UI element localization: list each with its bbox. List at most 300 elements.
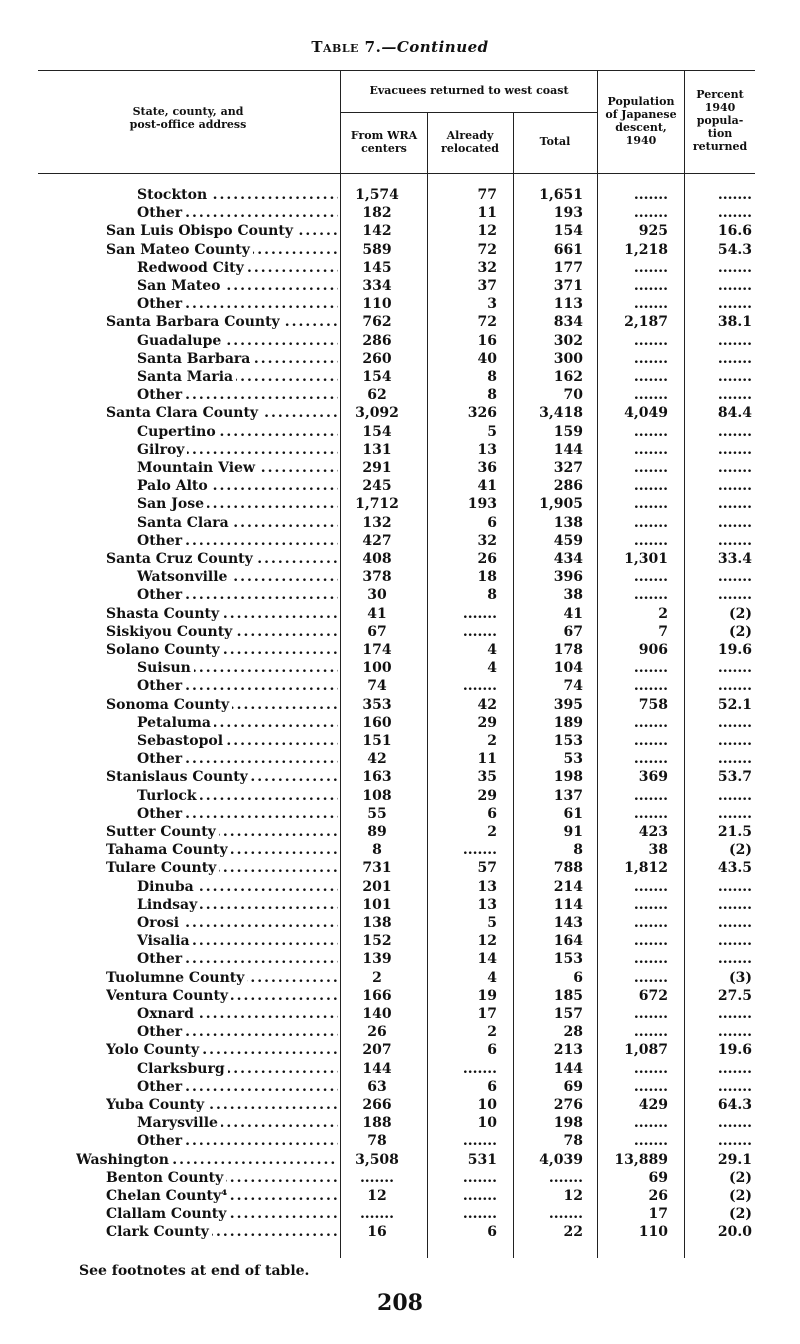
- table-row: [0, 768, 800, 786]
- row-address: [106, 878, 338, 896]
- cell-c4: 906: [638, 642, 668, 658]
- row-address-label: Other: [137, 1024, 185, 1040]
- cell-c5: .......: [717, 1133, 752, 1150]
- cell-c1: 142: [362, 223, 392, 240]
- cell-c4: .......: [633, 278, 668, 294]
- row-address-label: Benton County: [106, 1170, 226, 1186]
- cell-c5: 52.1: [717, 696, 752, 713]
- header-already: Already relocated: [441, 129, 499, 155]
- cell-c2: 42: [477, 696, 497, 713]
- rule-group: [340, 112, 597, 113]
- cell-c3: 137: [553, 787, 583, 804]
- cell-c2: .......: [462, 623, 497, 640]
- table-row: [0, 896, 800, 914]
- table-row: [0, 1132, 800, 1150]
- cell-c4: 369: [638, 769, 668, 786]
- cell-c5: (2): [729, 1188, 752, 1204]
- cell-c3: 661: [553, 241, 583, 258]
- rule-header-bottom: [38, 173, 755, 174]
- header-from-wra: From WRA centers: [350, 129, 418, 155]
- table-row: [0, 241, 800, 259]
- cell-c5: .......: [717, 423, 752, 440]
- table-row: [0, 677, 800, 695]
- cell-c2: 17: [477, 1006, 497, 1022]
- row-address-label: Other: [137, 205, 185, 221]
- row-address-label: Visalia: [137, 933, 193, 949]
- cell-c5: 16.6: [717, 223, 752, 240]
- table-row: [0, 641, 800, 659]
- cell-c1: 30: [367, 587, 387, 604]
- cell-c4: 1,087: [624, 1042, 668, 1059]
- row-address-label: Dinuba: [137, 879, 197, 895]
- cell-c1: 16: [367, 1224, 387, 1241]
- cell-c3: 61: [563, 805, 583, 822]
- row-address: [106, 1169, 338, 1187]
- table-row: [0, 1205, 800, 1223]
- cell-c4: .......: [633, 915, 668, 931]
- cell-c3: 144: [553, 441, 583, 458]
- row-address: [106, 969, 338, 987]
- row-address-label: Marysville: [137, 1115, 221, 1131]
- cell-c4: .......: [633, 714, 668, 731]
- cell-c5: 27.5: [717, 987, 752, 1004]
- cell-c5: 29.1: [717, 1151, 752, 1168]
- table-row: [0, 1005, 800, 1023]
- cell-c5: 19.6: [717, 642, 752, 658]
- row-address: [106, 332, 338, 350]
- cell-c2: 35: [477, 769, 497, 786]
- row-address: [106, 696, 338, 714]
- table-row: [0, 987, 800, 1005]
- cell-c1: 42: [367, 751, 387, 768]
- table-row: [0, 805, 800, 823]
- cell-c1: 3,508: [355, 1151, 399, 1168]
- cell-c5: 20.0: [717, 1224, 752, 1241]
- row-address: [106, 1223, 338, 1241]
- cell-c5: .......: [717, 387, 752, 404]
- cell-c1: 291: [362, 460, 392, 476]
- cell-c3: 164: [553, 933, 583, 950]
- cell-c4: 925: [638, 223, 668, 240]
- cell-c1: 139: [362, 951, 392, 968]
- cell-c1: 131: [362, 441, 392, 458]
- table-row: [0, 1078, 800, 1096]
- cell-c5: 54.3: [717, 241, 752, 258]
- cell-c4: .......: [633, 296, 668, 313]
- cell-c4: .......: [633, 1078, 668, 1095]
- table-row: [0, 878, 800, 896]
- cell-c5: 19.6: [717, 1042, 752, 1059]
- cell-c5: 53.7: [717, 769, 752, 786]
- cell-c5: (2): [729, 842, 752, 859]
- cell-c5: .......: [717, 532, 752, 549]
- cell-c5: 84.4: [717, 405, 752, 422]
- cell-c3: 70: [563, 387, 583, 404]
- cell-c2: 6: [487, 1078, 497, 1095]
- cell-c4: .......: [633, 369, 668, 385]
- cell-c3: 178: [553, 642, 583, 658]
- cell-c1: 62: [367, 387, 387, 404]
- cell-c2: 193: [467, 496, 497, 513]
- table-row: [0, 495, 800, 513]
- cell-c4: .......: [633, 350, 668, 367]
- row-address: [106, 1096, 338, 1114]
- row-address-label: San Mateo County: [106, 242, 253, 258]
- cell-c5: (2): [729, 1206, 752, 1223]
- cell-c3: 198: [553, 769, 583, 786]
- row-address-label: Mountain View: [137, 460, 258, 476]
- cell-c2: 2: [487, 1024, 497, 1041]
- cell-c2: 10: [477, 1115, 497, 1132]
- cell-c1: .......: [359, 1169, 395, 1186]
- cell-c5: .......: [717, 587, 752, 604]
- cell-c4: .......: [633, 805, 668, 822]
- row-address: [106, 313, 338, 331]
- cell-c2: .......: [462, 1188, 497, 1204]
- cell-c4: 17: [648, 1206, 668, 1223]
- table-row: [0, 532, 800, 550]
- cell-c1: 182: [362, 205, 392, 222]
- table-row: [0, 514, 800, 532]
- cell-c1: 260: [362, 350, 392, 367]
- cell-c3: 159: [553, 423, 583, 440]
- cell-c2: .......: [462, 1169, 497, 1186]
- table-row: [0, 568, 800, 586]
- row-address-label: Tuolumne County: [106, 970, 247, 986]
- cell-c3: 302: [553, 332, 583, 349]
- cell-c4: .......: [633, 1006, 668, 1022]
- cell-c2: 5: [487, 423, 497, 440]
- cell-c5: .......: [717, 1024, 752, 1041]
- row-address: [106, 186, 338, 204]
- table-row: [0, 386, 800, 404]
- header-group: Evacuees returned to west coast: [369, 84, 569, 97]
- row-address: [106, 477, 338, 495]
- cell-c4: .......: [633, 423, 668, 440]
- row-address: [106, 787, 338, 805]
- cell-c3: 67: [563, 623, 583, 640]
- row-address: [106, 1041, 338, 1059]
- cell-c2: 6: [487, 805, 497, 822]
- cell-c2: 41: [477, 478, 497, 495]
- cell-c4: .......: [633, 751, 668, 768]
- cell-c1: 140: [362, 1006, 392, 1022]
- cell-c2: 13: [477, 878, 497, 895]
- row-address: [106, 459, 338, 477]
- cell-c3: 834: [553, 314, 583, 331]
- table-row: [0, 368, 800, 386]
- table-row: [0, 1114, 800, 1132]
- table-row: [0, 623, 800, 641]
- cell-c2: 18: [477, 569, 497, 586]
- cell-c2: .......: [462, 678, 497, 695]
- row-address: [106, 386, 338, 404]
- row-address: [106, 714, 338, 732]
- cell-c1: 160: [362, 714, 392, 731]
- table-row: [0, 186, 800, 204]
- cell-c5: .......: [717, 514, 752, 531]
- row-address: [106, 768, 338, 786]
- row-address: [76, 1151, 338, 1169]
- cell-c2: 11: [477, 751, 497, 768]
- row-address: [106, 241, 338, 259]
- cell-c5: 21.5: [717, 824, 752, 840]
- cell-c5: .......: [717, 278, 752, 294]
- cell-c3: 185: [553, 987, 583, 1004]
- table-row: [0, 295, 800, 313]
- cell-c2: 29: [477, 714, 497, 731]
- cell-c1: 151: [362, 733, 392, 749]
- row-address-label: Palo Alto: [137, 478, 211, 494]
- cell-c3: 138: [553, 514, 583, 531]
- cell-c5: .......: [717, 569, 752, 586]
- cell-c1: 110: [362, 296, 392, 313]
- cell-c2: 5: [487, 915, 497, 931]
- cell-c2: 2: [487, 824, 497, 840]
- row-address-label: Santa Clara County: [106, 405, 261, 421]
- cell-c5: (3): [729, 969, 752, 986]
- cell-c5: .......: [717, 951, 752, 968]
- row-address: [106, 677, 338, 695]
- cell-c3: 114: [553, 896, 583, 913]
- cell-c5: .......: [717, 915, 752, 931]
- row-address-label: Other: [137, 951, 185, 967]
- row-address: [106, 568, 338, 586]
- row-address-label: Santa Barbara County: [106, 314, 283, 330]
- table-row: [0, 659, 800, 677]
- row-address-label: Oxnard: [137, 1006, 197, 1022]
- cell-c5: (2): [729, 623, 752, 640]
- cell-c2: 13: [477, 441, 497, 458]
- table-row: [0, 259, 800, 277]
- cell-c2: 10: [477, 1097, 497, 1113]
- cell-c4: .......: [633, 478, 668, 495]
- row-address-label: Chelan County⁴: [106, 1188, 230, 1204]
- row-address: [106, 659, 338, 677]
- cell-c2: 37: [477, 278, 497, 294]
- table-row: [0, 404, 800, 422]
- table-row: [0, 787, 800, 805]
- row-address-label: Clark County: [106, 1224, 212, 1240]
- cell-c4: .......: [633, 441, 668, 458]
- row-address: [106, 805, 338, 823]
- cell-c5: .......: [717, 1060, 752, 1077]
- table-row: [0, 441, 800, 459]
- cell-c4: .......: [633, 205, 668, 222]
- cell-c1: 12: [367, 1188, 387, 1204]
- cell-c3: 153: [553, 733, 583, 749]
- cell-c5: 33.4: [717, 551, 752, 567]
- row-address-label: Santa Cruz County: [106, 551, 256, 567]
- row-address: [106, 1205, 338, 1223]
- cell-c3: 300: [553, 350, 583, 367]
- cell-c1: 67: [367, 623, 387, 640]
- cell-c5: .......: [717, 496, 752, 513]
- row-address: [106, 932, 338, 950]
- rule-top: [38, 70, 755, 71]
- cell-c3: 12: [563, 1188, 583, 1204]
- cell-c1: 353: [362, 696, 392, 713]
- row-address: [106, 550, 338, 568]
- table-row: [0, 732, 800, 750]
- cell-c1: 63: [367, 1078, 387, 1095]
- cell-c5: 64.3: [717, 1097, 752, 1113]
- cell-c4: .......: [633, 187, 668, 203]
- row-address-label: Shasta County: [106, 606, 222, 622]
- cell-c3: 144: [553, 1060, 583, 1077]
- table-row: [0, 714, 800, 732]
- row-address: [106, 350, 338, 368]
- cell-c5: (2): [729, 605, 752, 622]
- cell-c1: 188: [362, 1115, 392, 1132]
- cell-c3: 193: [553, 205, 583, 222]
- cell-c2: 8: [487, 387, 497, 404]
- cell-c2: 8: [487, 369, 497, 385]
- row-address-label: Siskiyou County: [106, 624, 235, 640]
- cell-c2: 3: [487, 296, 497, 313]
- cell-c3: 276: [553, 1097, 583, 1113]
- row-address-label: San Luis Obispo County: [106, 223, 296, 239]
- cell-c5: .......: [717, 296, 752, 313]
- cell-c1: 1,712: [355, 496, 399, 513]
- row-address-label: Santa Clara: [137, 515, 232, 531]
- table-row: [0, 696, 800, 714]
- cell-c5: .......: [717, 369, 752, 385]
- table-row: [0, 1223, 800, 1241]
- cell-c2: 72: [477, 314, 497, 331]
- row-address-label: Santa Barbara: [137, 351, 253, 367]
- cell-c4: .......: [633, 587, 668, 604]
- cell-c4: .......: [633, 933, 668, 950]
- row-address-label: San Jose: [137, 496, 207, 512]
- cell-c2: 2: [487, 733, 497, 749]
- row-address-label: Lindsay: [137, 897, 200, 913]
- row-address-label: Stockton: [137, 187, 210, 203]
- table-row: [0, 222, 800, 240]
- row-address-label: Stanislaus County: [106, 769, 251, 785]
- cell-c4: 110: [638, 1224, 668, 1241]
- row-address: [106, 423, 338, 441]
- table-row: [0, 969, 800, 987]
- row-address: [106, 404, 338, 422]
- cell-c4: 672: [638, 987, 668, 1004]
- cell-c4: 2: [658, 605, 668, 622]
- cell-c4: .......: [633, 514, 668, 531]
- cell-c3: 396: [553, 569, 583, 586]
- cell-c3: 78: [563, 1133, 583, 1150]
- cell-c1: 55: [367, 805, 387, 822]
- cell-c2: 12: [477, 223, 497, 240]
- cell-c2: 29: [477, 787, 497, 804]
- row-address-label: Turlock: [137, 788, 200, 804]
- cell-c4: 2,187: [624, 314, 668, 331]
- cell-c4: .......: [633, 787, 668, 804]
- cell-c4: .......: [633, 1024, 668, 1041]
- cell-c1: 89: [367, 824, 387, 840]
- table-row: [0, 586, 800, 604]
- cell-c5: .......: [717, 751, 752, 768]
- row-address: [106, 514, 338, 532]
- cell-c4: 1,218: [624, 241, 668, 258]
- row-address: [106, 605, 338, 623]
- cell-c4: .......: [633, 1133, 668, 1150]
- cell-c1: 245: [362, 478, 392, 495]
- cell-c1: 174: [362, 642, 392, 658]
- cell-c4: 7: [658, 623, 668, 640]
- page-number: 208: [377, 1290, 423, 1316]
- cell-c4: .......: [633, 387, 668, 404]
- cell-c3: 153: [553, 951, 583, 968]
- cell-c5: .......: [717, 478, 752, 495]
- cell-c4: 423: [638, 824, 668, 840]
- row-address-label: Other: [137, 806, 185, 822]
- row-address: [106, 222, 338, 240]
- row-address: [106, 1114, 338, 1132]
- cell-c3: 434: [553, 551, 583, 567]
- cell-c5: .......: [717, 933, 752, 950]
- table-row: [0, 1096, 800, 1114]
- cell-c2: 32: [477, 532, 497, 549]
- cell-c3: 1,905: [539, 496, 583, 513]
- row-address: [106, 204, 338, 222]
- cell-c4: 758: [638, 696, 668, 713]
- cell-c3: 157: [553, 1006, 583, 1022]
- cell-c3: 189: [553, 714, 583, 731]
- row-address: [106, 623, 338, 641]
- cell-c1: 378: [362, 569, 392, 586]
- cell-c1: 266: [362, 1097, 392, 1113]
- cell-c4: .......: [633, 532, 668, 549]
- table-row: [0, 1151, 800, 1169]
- cell-c5: (2): [729, 1169, 752, 1186]
- cell-c2: 72: [477, 241, 497, 258]
- row-address-label: Yolo County: [106, 1042, 202, 1058]
- cell-c2: 19: [477, 987, 497, 1004]
- row-address: [106, 1023, 338, 1041]
- row-address-label: Other: [137, 296, 185, 312]
- cell-c2: .......: [462, 1206, 497, 1223]
- row-address-label: Petaluma: [137, 715, 214, 731]
- header-population: Population of Japanese descent, 1940: [605, 95, 677, 147]
- cell-c1: 2: [372, 969, 382, 986]
- table-row: [0, 823, 800, 841]
- cell-c2: 8: [487, 587, 497, 604]
- cell-c5: .......: [717, 460, 752, 476]
- cell-c3: 177: [553, 259, 583, 276]
- cell-c3: 214: [553, 878, 583, 895]
- cell-c2: 32: [477, 259, 497, 276]
- cell-c1: 1,574: [355, 187, 399, 203]
- cell-c3: 74: [563, 678, 583, 695]
- row-address-label: Other: [137, 387, 185, 403]
- cell-c3: 154: [553, 223, 583, 240]
- cell-c3: 53: [563, 751, 583, 768]
- cell-c2: 77: [477, 187, 497, 203]
- cell-c3: 143: [553, 915, 583, 931]
- table-row: [0, 459, 800, 477]
- row-address: [106, 914, 338, 932]
- cell-c3: 28: [563, 1024, 583, 1041]
- row-address: [106, 532, 338, 550]
- cell-c4: .......: [633, 951, 668, 968]
- row-address: [106, 732, 338, 750]
- cell-c3: .......: [548, 1169, 583, 1186]
- cell-c5: .......: [717, 714, 752, 731]
- table-row: [0, 950, 800, 968]
- cell-c5: .......: [717, 1006, 752, 1022]
- row-address-label: Redwood City: [137, 260, 247, 276]
- cell-c4: .......: [633, 332, 668, 349]
